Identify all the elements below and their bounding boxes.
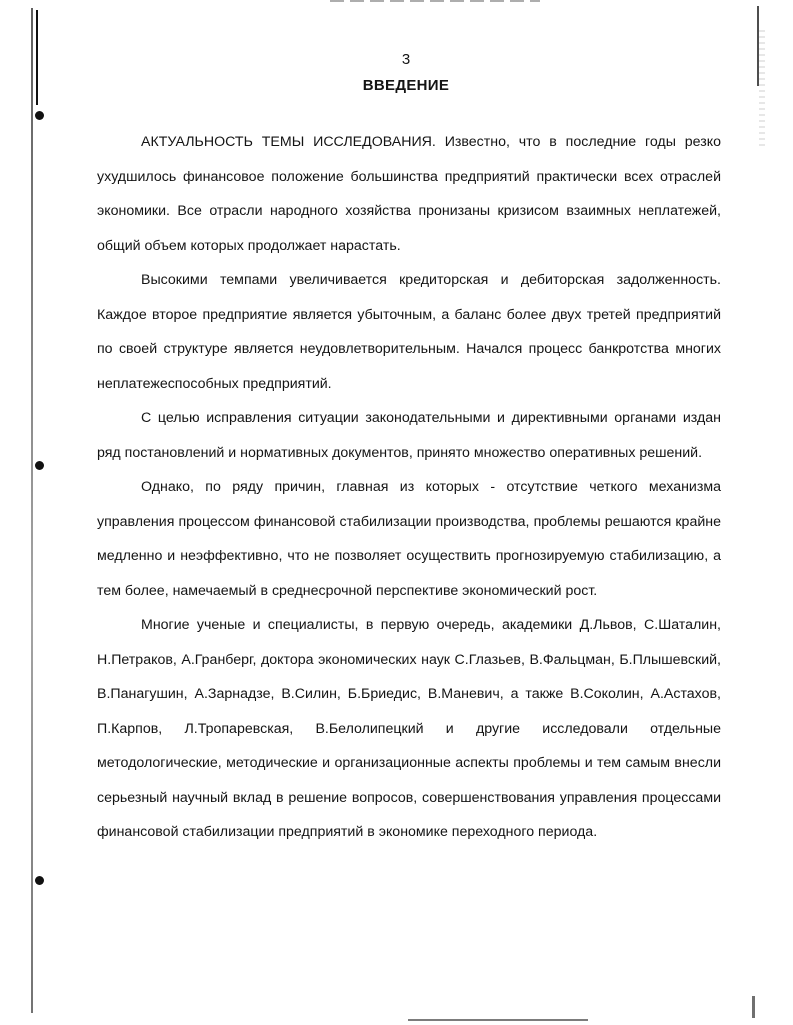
paragraph: Многие ученые и специалисты, в первую очередь, академики Д.Львов, С.Шаталин, Н.Петраков, А.Гранберг, доктора экономических наук С.Глазьев, В.Фальцман, Б.Плышевский, В.Панагушин, А.Зарнадзе, В.Силин, Б.Бриедис, В.Маневич, а также В.Соколин, А.Астахов, П.Карпов, Л.Тропаревская, В.Белолипецкий и другие исследовали отдельные методологические, методические и организационные аспекты проблемы и тем самым внесли серьезный научный вклад в решение вопросов, совершенствования управления процессами финансовой стабилизации предприятий в экономике переходного периода. xyxy=(97,617,721,840)
punch-hole-icon xyxy=(35,876,44,885)
punch-hole-icon xyxy=(35,461,44,470)
scan-artifact-top-line xyxy=(330,0,540,2)
scan-artifact-bottom-right-mark xyxy=(752,996,755,1018)
paragraph: АКТУАЛЬНОСТЬ ТЕМЫ ИССЛЕДОВАНИЯ. Известно, что в последние годы резко ухудшилось финансовое положение большинства предприятий практически всех отраслей экономики. Все отрасли народного хозяйства пронизаны кризисом взаимных неплатежей, общий объем которых продолжает нарастать. xyxy=(97,134,721,254)
paragraph: С целью исправления ситуации законодательными и директивными органами издан ряд постановлений и нормативных документов, принято множество оперативных решений. xyxy=(97,410,721,461)
page-number: 3 xyxy=(401,51,411,68)
body-text xyxy=(97,125,721,850)
scan-artifact-left-edge xyxy=(31,8,33,1013)
paragraph: Высокими темпами увеличивается кредиторская и дебиторская задолженность. Каждое второе предприятие является убыточным, а баланс более двух третей предприятий по своей структуре является неудовлетворительным. Начался процесс банкротства многих неплатежеспособных предприятий. xyxy=(97,272,721,392)
scan-artifact-bottom-line xyxy=(408,1019,588,1021)
punch-hole-icon xyxy=(35,111,44,120)
section-heading: ВВЕДЕНИЕ xyxy=(362,77,450,94)
paragraph: Однако, по ряду причин, главная из которых - отсутствие четкого механизма управления процессом финансовой стабилизации производства, проблемы решаются крайне медленно и неэффективно, что не позволяет осуществить прогнозируемую стабилизацию, а тем более, намечаемый в среднесрочной перспективе экономический рост. xyxy=(97,479,721,599)
